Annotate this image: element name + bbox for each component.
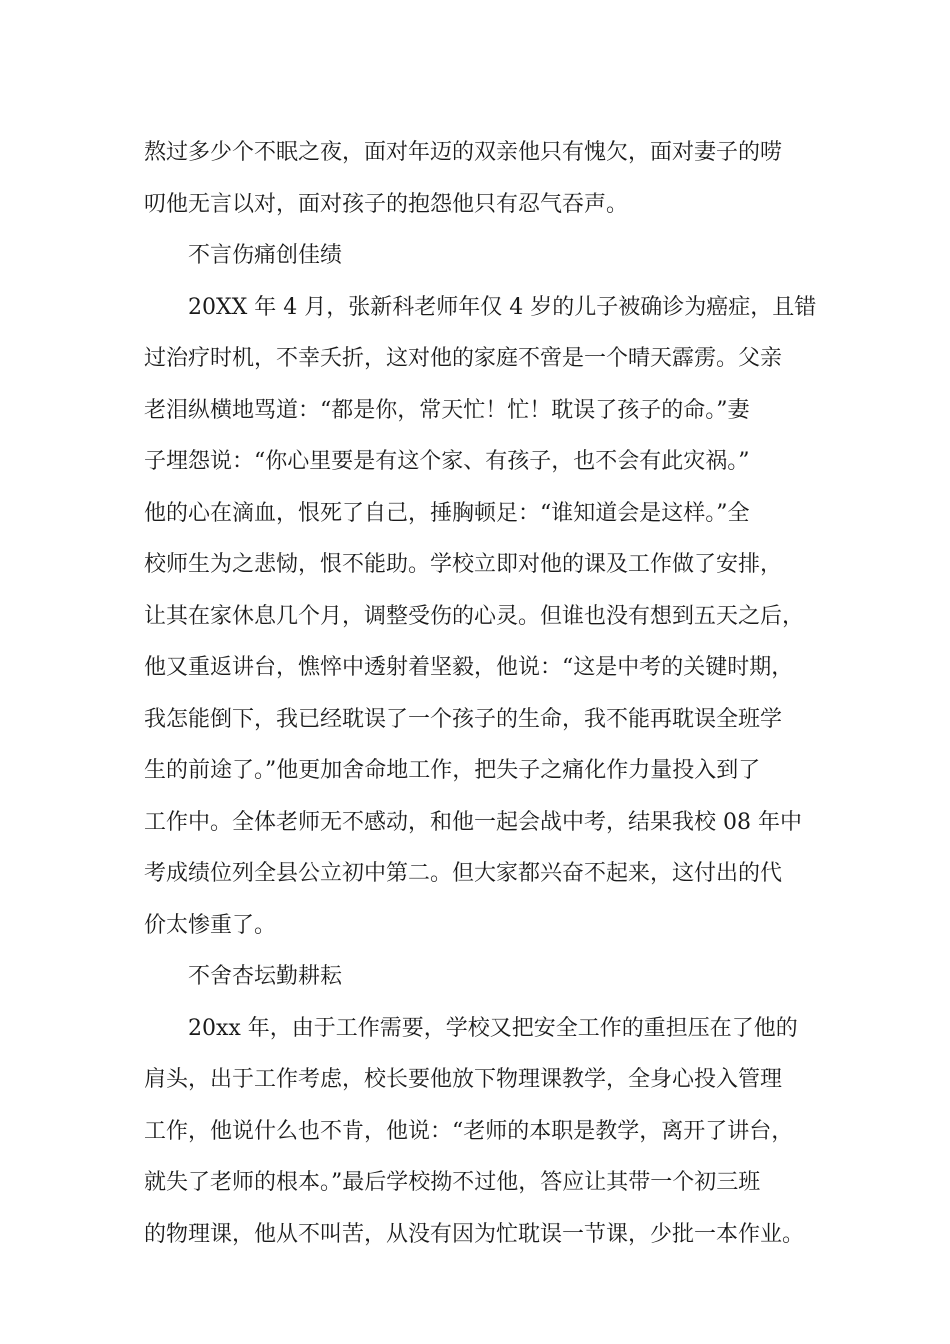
text-line: 他又重返讲台，憔悴中透射着坚毅，他说：“这是中考的关键时期， [144,655,794,680]
text-line: 他的心在滴血，恨死了自己，捶胸顿足：“谁知道会是这样。”全 [144,500,750,526]
text-line: 让其在家休息几个月，调整受伤的心灵。但谁也没有想到五天之后， [144,603,805,629]
text-line: 生的前途了。”他更加舍命地工作，把失子之痛化作力量投入到了 [144,758,761,783]
text-line: 20XX 年 4 月，张新科老师年仅 4 岁的儿子被确诊为癌症，且错 [188,294,817,320]
text-line: 价太惨重了。 [144,912,277,938]
text-line: 考成绩位列全县公立初中第二。但大家都兴奋不起来，这付出的代 [144,861,783,886]
text-line: 子埋怨说：“你心里要是有这个家、有孩子，也不会有此灾祸。” [144,449,750,474]
text-line: 叨他无言以对，面对孩子的抱怨他只有忍气吞声。 [144,191,629,217]
text-line: 肩头，出于工作考虑，校长要他放下物理课教学，全身心投入管理 [144,1067,783,1092]
text-line: 工作，他说什么也不肯，他说：“老师的本职是教学，离开了讲台， [144,1118,794,1144]
text-line: 的物理课，他从不叫苦，从没有因为忙耽误一节课，少批一本作业。 [144,1221,805,1247]
text-line: 就失了老师的根本。”最后学校拗不过他，答应让其带一个初三班 [144,1170,761,1195]
body-text [144,127,824,1260]
text-line: 熬过多少个不眠之夜，面对年迈的双亲他只有愧欠，面对妻子的唠 [144,140,783,165]
section-heading: 不言伤痛创佳绩 [188,243,343,268]
text-line: 老泪纵横地骂道：“都是你，常天忙！忙！耽误了孩子的命。”妻 [144,397,750,423]
text-line: 工作中。全体老师无不感动，和他一起会战中考，结果我校 08 年中 [144,809,802,835]
text-line: 20xx 年，由于工作需要，学校又把安全工作的重担压在了他的 [188,1015,798,1041]
text-line: 我怎能倒下，我已经耽误了一个孩子的生命，我不能再耽误全班学 [144,706,783,732]
text-line: 校师生为之悲恸，恨不能助。学校立即对他的课及工作做了安排， [144,552,783,577]
text-line: 过治疗时机，不幸夭折，这对他的家庭不啻是一个晴天霹雳。父亲 [144,346,783,371]
section-heading: 不舍杏坛勤耕耘 [188,964,343,989]
